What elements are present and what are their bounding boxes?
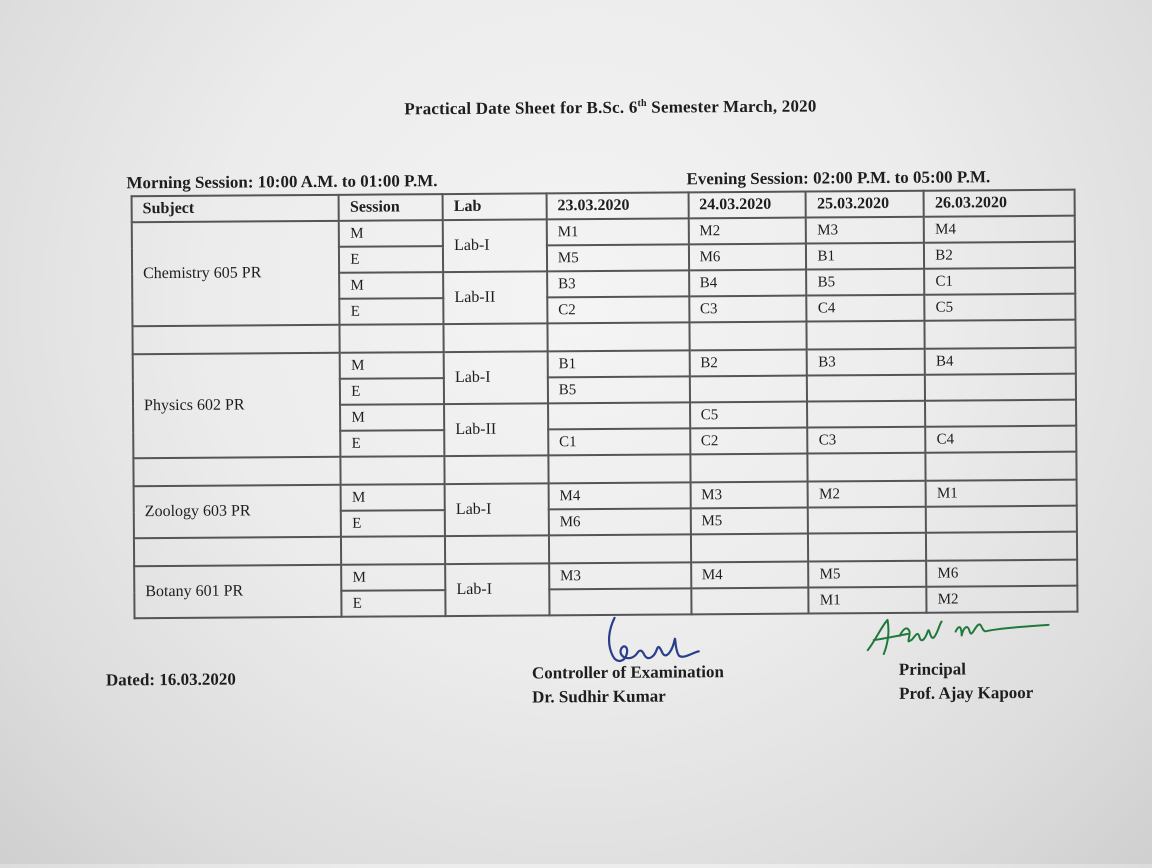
batch-cell: B1 [806,243,924,270]
batch-cell: C1 [924,268,1075,295]
batch-cell: B5 [548,376,690,403]
header-date-1: 23.03.2020 [546,192,688,219]
batch-cell: C5 [690,402,808,429]
batch-cell: M6 [688,244,806,271]
session-cell: E [339,246,443,273]
subject-physics: Physics 602 PR [133,353,341,458]
document-title [0,94,1152,123]
header-lab: Lab [443,193,547,220]
batch-cell: M4 [924,216,1075,243]
controller-name: Dr. Sudhir Kumar [532,686,666,707]
subject-chemistry: Chemistry 605 PR [132,221,340,326]
lab-cell: Lab-I [444,351,548,404]
batch-cell: B2 [924,242,1075,269]
title-superscript: th [637,98,647,110]
batch-cell: B4 [925,348,1076,375]
session-cell: E [340,378,444,405]
header-date-4: 26.03.2020 [924,190,1075,217]
batch-cell: M5 [690,508,808,535]
principal-signature-block [899,657,1034,706]
header-date-2: 24.03.2020 [688,192,806,219]
batch-cell: B3 [547,270,689,297]
batch-cell: M2 [808,481,926,508]
session-cell: M [341,564,445,591]
controller-signature-block [532,660,724,709]
principal-signature-icon [863,609,1058,662]
batch-cell: B4 [689,270,807,297]
batch-cell: M3 [806,217,924,244]
session-cell: M [341,484,445,511]
batch-cell: B5 [807,269,925,296]
batch-cell: M3 [549,562,691,589]
session-cell: M [339,272,443,299]
session-cell: M [340,404,444,431]
batch-cell [689,376,807,403]
batch-cell: M4 [548,482,690,509]
lab-cell: Lab-I [443,219,547,272]
batch-cell: B2 [689,350,807,377]
batch-cell: M6 [549,508,691,535]
header-date-3: 25.03.2020 [806,191,924,218]
batch-cell: M2 [927,586,1078,613]
batch-cell: C3 [808,427,926,454]
subject-botany: Botany 601 PR [134,565,342,618]
session-cell: E [342,590,446,617]
header-session: Session [339,194,443,221]
lab-cell: Lab-I [445,563,549,616]
session-cell: M [340,352,444,379]
dated-label: Dated: 16.03.2020 [105,669,236,690]
batch-cell: C4 [925,426,1076,453]
batch-cell [808,507,926,534]
batch-cell: M1 [809,587,927,614]
subject-zoology: Zoology 603 PR [134,485,342,538]
evening-session-label: Evening Session: 02:00 P.M. to 05:00 P.M. [686,167,991,189]
lab-cell: Lab-II [443,271,547,324]
session-cell: M [339,220,443,247]
batch-cell [807,375,925,402]
batch-cell: M4 [691,562,809,589]
batch-cell: M3 [690,482,808,509]
batch-cell: M1 [547,218,689,245]
principal-name: Prof. Ajay Kapoor [898,682,1034,703]
batch-cell [548,402,690,429]
batch-cell: C4 [807,295,925,322]
batch-cell: C2 [690,428,808,455]
batch-cell [925,400,1076,427]
batch-cell: M5 [809,561,927,588]
lab-cell: Lab-I [445,483,549,536]
batch-cell: C5 [925,294,1076,321]
date-sheet-table [131,189,1079,620]
lab-cell: Lab-II [444,403,548,456]
session-cell: E [340,298,444,325]
batch-cell: C1 [548,428,690,455]
title-prefix: Practical Date Sheet for B.Sc. 6 [404,97,638,119]
batch-cell: M6 [926,560,1077,587]
batch-cell: M1 [926,480,1077,507]
batch-cell: C2 [547,296,689,323]
morning-session-label: Morning Session: 10:00 A.M. to 01:00 P.M. [126,171,438,193]
batch-cell: B3 [807,349,925,376]
title-suffix: Semester March, 2020 [646,96,817,117]
batch-cell: M5 [547,244,689,271]
batch-cell: M2 [688,218,806,245]
header-subject: Subject [132,195,340,222]
session-cell: E [341,510,445,537]
batch-cell: C3 [689,296,807,323]
controller-role: Controller of Examination [531,662,725,683]
batch-cell [807,401,925,428]
principal-role: Principal [898,659,967,679]
session-cell: E [341,430,445,457]
batch-cell: B1 [548,350,690,377]
batch-cell [925,374,1076,401]
batch-cell [926,506,1077,533]
